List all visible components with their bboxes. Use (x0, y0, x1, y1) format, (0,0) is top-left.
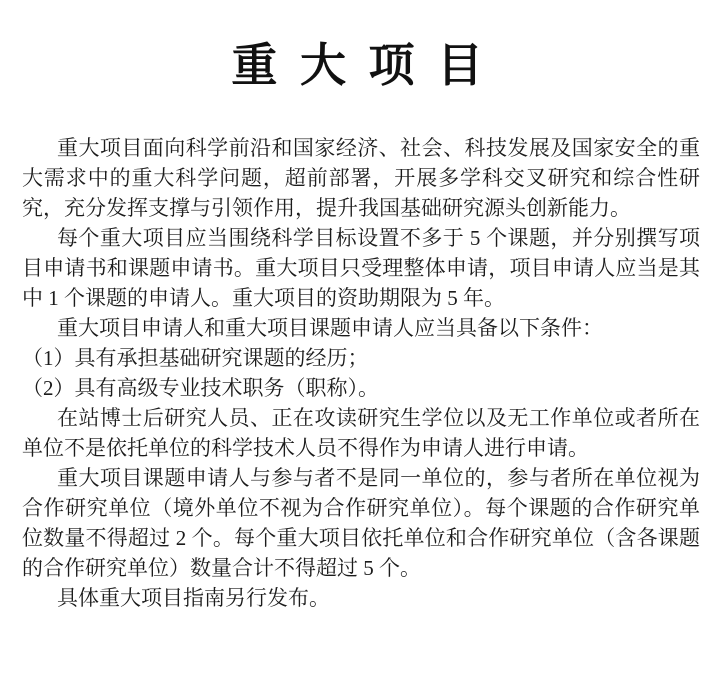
paragraph-eligibility-restrictions: 在站博士后研究人员、正在攻读研究生学位以及无工作单位或者所在单位不是依托单位的科学技术人员不得作为申请人进行申请。 (22, 406, 700, 460)
paragraph-overview: 重大项目面向科学前沿和国家经济、社会、科技发展及国家安全的重大需求中的重大科学问题，超前部署，开展多学科交叉研究和综合性研究，充分发挥支撑与引领作用，提升我国基础研究源头创新能力。 (22, 136, 700, 220)
list-item-condition-1: （1）具有承担基础研究课题的经历； (22, 346, 369, 370)
document-body (22, 133, 700, 613)
paragraph-applicant-conditions-header: 重大项目申请人和重大项目课题申请人应当具备以下条件： (57, 316, 603, 340)
paragraph-guide-release: 具体重大项目指南另行发布。 (57, 586, 330, 610)
paragraph-application-rules: 每个重大项目应当围绕科学目标设置不多于 5 个课题，并分别撰写项目申请书和课题申请书。重大项目只受理整体申请，项目申请人应当是其中 1 个课题的申请人。重大项目的资助期限为 5 年。 (22, 226, 700, 310)
list-item-condition-2: （2）具有高级专业技术职务（职称）。 (22, 376, 379, 400)
paragraph-cooperation-units: 重大项目课题申请人与参与者不是同一单位的，参与者所在单位视为合作研究单位（境外单位不视为合作研究单位）。每个课题的合作研究单位数量不得超过 2 个。每个重大项目依托单位和合作研究单位（含各课题的合作研究单位）数量合计不得超过 5 个。 (22, 466, 700, 580)
document-title: 重 大 项 目 (231, 40, 489, 91)
